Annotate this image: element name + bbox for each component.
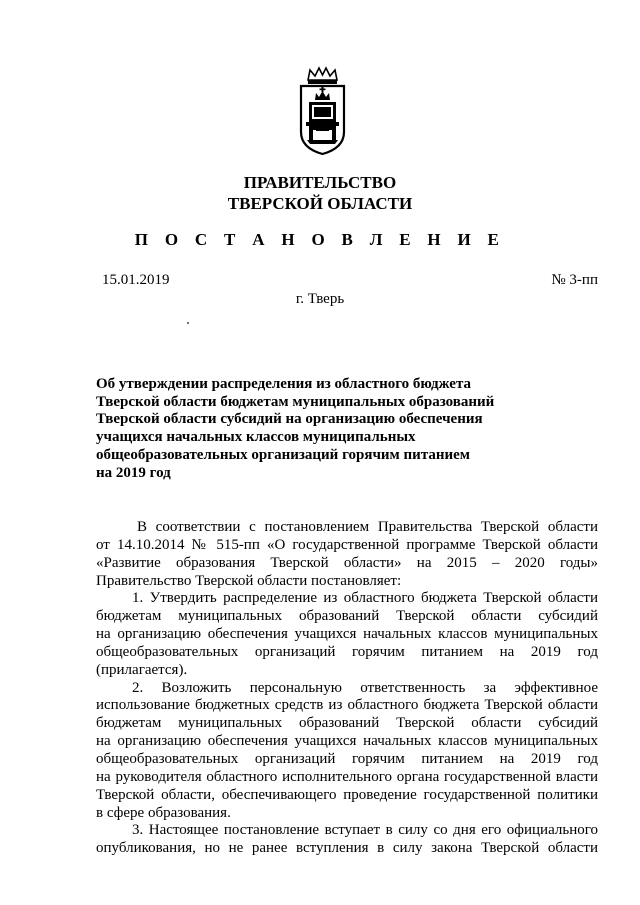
scan-speck: [187, 322, 189, 324]
title-line: Об утверждении распределения из областного бюджета: [96, 376, 471, 392]
body-line: общеобразовательных организаций горячим питанием на 2019 год: [96, 643, 598, 660]
title-line: Тверской области бюджетам муниципальных образований: [96, 393, 495, 410]
body-line: на организацию обеспечения учащихся начальных классов муниципальных: [96, 733, 598, 750]
coat-of-arms-emblem: [297, 66, 348, 156]
org-name-line1: ПРАВИТЕЛЬСТВО: [243, 173, 397, 192]
document-number: № 3-пп: [551, 272, 598, 288]
body-line: 3. Настоящее постановление вступает в силу со дня его официального: [132, 822, 598, 839]
document-date: 15.01.2019: [102, 272, 170, 288]
document-type: П О С Т А Н О В Л Е Н И Е: [134, 230, 506, 249]
body-line: опубликования, но не ранее вступления в силу закона Тверской области: [96, 840, 598, 857]
title-line: учащихся начальных классов муниципальных: [96, 429, 416, 446]
title-line: общеобразовательных организаций горячим питанием: [96, 446, 471, 463]
document-body: [96, 519, 598, 858]
body-line: (прилагается).: [96, 661, 188, 678]
body-line: В соответствии с постановлением Правительства Тверской области: [137, 519, 598, 535]
org-name-line2: ТВЕРСКОЙ ОБЛАСТИ: [227, 194, 413, 213]
body-line: Правительство Тверской области постановляет:: [96, 572, 402, 589]
body-line: бюджетам муниципальных образований Тверской области субсидий: [96, 715, 598, 732]
body-line: «Развитие образования Тверской области» на 2015 – 2020 годы»: [96, 554, 598, 571]
body-line: на организацию обеспечения учащихся начальных классов муниципальных: [96, 626, 598, 643]
title-line: Тверской области субсидий на организацию обеспечения: [96, 411, 483, 428]
document-title: [96, 376, 536, 482]
body-line: бюджетам муниципальных образований Тверской области субсидий: [96, 608, 598, 625]
body-line: на руководителя областного исполнительного органа государственной власти: [96, 768, 598, 785]
body-line: общеобразовательных организаций горячим питанием на 2019 год: [96, 750, 598, 767]
body-line: использование бюджетных средств из областного бюджета Тверской области: [96, 697, 598, 714]
body-line: 1. Утвердить распределение из областного бюджета Тверской области: [132, 590, 598, 607]
body-line: 2. Возложить персональную ответственность за эффективное: [132, 679, 598, 696]
document-city: г. Тверь: [295, 291, 345, 307]
body-line: от 14.10.2014 № 515-пп «О государственной программе Тверской области: [96, 536, 598, 553]
title-line: на 2019 год: [96, 464, 171, 481]
body-line: в сфере образования.: [96, 804, 231, 821]
body-line: Тверской области, обеспечивающего проведение государственной политики: [96, 786, 598, 803]
